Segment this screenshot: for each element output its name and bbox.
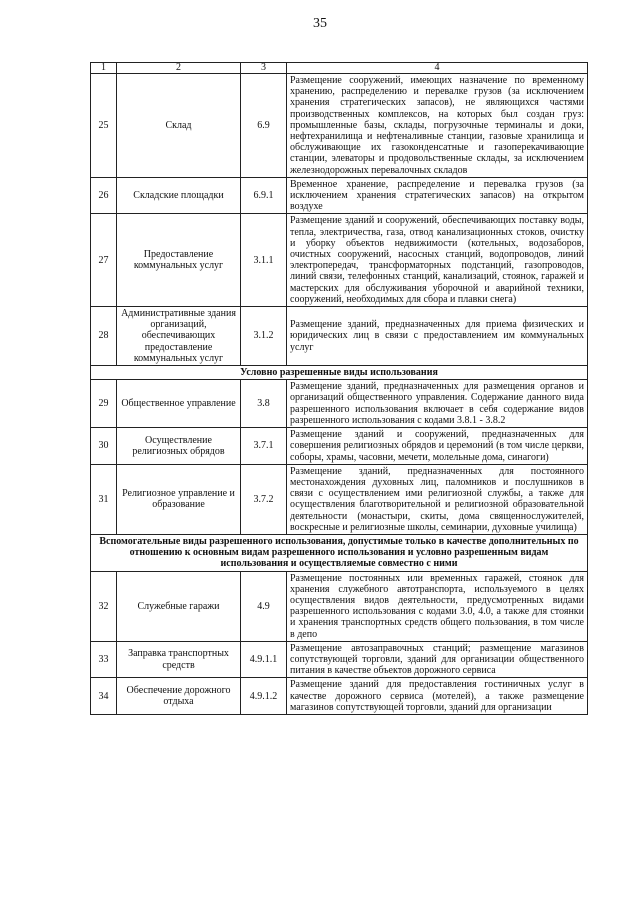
row-number: 34: [91, 678, 117, 715]
use-name: Общественное управление: [117, 380, 241, 428]
use-description: Размещение зданий и сооружений, обеспечивающих поставку воды, тепла, электричества, газа, отвод канализационных стоков, очистку и уборку объектов недвижимости (котельных, водозаборов, очистных сооружений, насосных станций, водопроводов, линий электропередач, трансформаторных подстанций, газопроводов, линий связи, телефонных станций, канализаций, стоянок, гаражей и мастерских для обслуживания уборочной и аварийной техники, сооружений, необходимых для сбора и плавки снега): [287, 214, 588, 307]
use-name: Обеспечение дорожного отдыха: [117, 678, 241, 715]
table-row: [91, 464, 588, 534]
use-code: 4.9: [241, 571, 287, 641]
table-row: [91, 307, 588, 366]
use-code: 3.7.2: [241, 464, 287, 534]
row-number: 32: [91, 571, 117, 641]
column-number: 4: [287, 63, 588, 74]
table-row: [91, 571, 588, 641]
page-number: 35: [313, 16, 327, 31]
section-header-row: [91, 534, 588, 571]
table-row: [91, 678, 588, 715]
use-name: Административные здания организаций, обеспечивающих предоставление коммунальных услуг: [117, 307, 241, 366]
row-number: 26: [91, 177, 117, 214]
use-code: 3.8: [241, 380, 287, 428]
use-code: 6.9.1: [241, 177, 287, 214]
use-description: Размещение зданий для предоставления гостиничных услуг в качестве дорожного сервиса (мотелей), а также размещение магазинов сопутствующей торговли, зданий для организации: [287, 678, 588, 715]
use-description: Размещение постоянных или временных гаражей, стоянок для хранения служебного автотранспорта, используемого в целях осуществления видов деятельности, предусмотренных видами разрешенного использования с кодами 3.0, 4.0, а также для стоянки и хранения транспортных средств общего пользования, в том числе в депо: [287, 571, 588, 641]
row-number: 33: [91, 641, 117, 678]
table-row: [91, 74, 588, 178]
table-row: [91, 214, 588, 307]
use-name: Складские площадки: [117, 177, 241, 214]
table-row: [91, 380, 588, 428]
land-use-table: [90, 62, 588, 715]
use-description: Размещение сооружений, имеющих назначение по временному хранению, распределению и перевалке грузов (за исключением хранения стратегических запасов), не являющихся частями производственных комплексов, на которых был создан груз: промышленные базы, склады, погрузочные терминалы и доки, нефтехранилища и нефтеналивные станции, газовые хранилища и обслуживающие их газоконденсатные и газоперекачивающие станции, элеваторы и продовольственные склады, за исключением железнодорожных перевалочных складов: [287, 74, 588, 178]
column-number: 3: [241, 63, 287, 74]
use-code: 3.1.1: [241, 214, 287, 307]
use-code: 3.7.1: [241, 428, 287, 465]
use-name: Предоставление коммунальных услуг: [117, 214, 241, 307]
use-code: 3.1.2: [241, 307, 287, 366]
use-description: Размещение зданий, предназначенных для размещения органов и организаций общественного управления. Содержание данного вида разрешенного использования включает в себя содержание видов разрешенного использования с кодами 3.8.1 - 3.8.2: [287, 380, 588, 428]
table-row: [91, 177, 588, 214]
use-description: Размещение автозаправочных станций; размещение магазинов сопутствующей торговли, зданий для организации общественного питания в качестве объектов дорожного сервиса: [287, 641, 588, 678]
row-number: 27: [91, 214, 117, 307]
use-code: 4.9.1.2: [241, 678, 287, 715]
table-row: [91, 428, 588, 465]
row-number: 28: [91, 307, 117, 366]
use-name: Осуществление религиозных обрядов: [117, 428, 241, 465]
column-number: 1: [91, 63, 117, 74]
row-number: 30: [91, 428, 117, 465]
column-numbers-row: [91, 63, 588, 74]
section-title: Условно разрешенные виды использования: [91, 366, 588, 380]
use-description: Размещение зданий, предназначенных для приема физических и юридических лиц в связи с предоставлением им коммунальных услуг: [287, 307, 588, 366]
use-description: Размещение зданий и сооружений, предназначенных для совершения религиозных обрядов и церемоний (в том числе церкви, соборы, храмы, часовни, мечети, молельные дома, синагоги): [287, 428, 588, 465]
use-name: Служебные гаражи: [117, 571, 241, 641]
use-code: 6.9: [241, 74, 287, 178]
use-name: Заправка транспортных средств: [117, 641, 241, 678]
use-name: Склад: [117, 74, 241, 178]
use-description: Временное хранение, распределение и перевалка грузов (за исключением хранения стратегических запасов) на открытом воздухе: [287, 177, 588, 214]
table-row: [91, 641, 588, 678]
row-number: 29: [91, 380, 117, 428]
use-description: Размещение зданий, предназначенных для постоянного местонахождения духовных лиц, паломников и послушников в связи с осуществлением ими религиозной службы, а также для осуществления благотворительной и религиозной образовательной деятельности (монастыри, скиты, дома священнослужителей, воскресные и религиозные школы, семинарии, духовные училища): [287, 464, 588, 534]
use-name: Религиозное управление и образование: [117, 464, 241, 534]
row-number: 25: [91, 74, 117, 178]
row-number: 31: [91, 464, 117, 534]
section-header-row: [91, 366, 588, 380]
column-number: 2: [117, 63, 241, 74]
use-code: 4.9.1.1: [241, 641, 287, 678]
section-title: Вспомогательные виды разрешенного использования, допустимые только в качестве дополнительных по отношению к основным видам разрешенного использования и условно разрешенным видам использования и осуществляемые совместно с ними: [91, 534, 588, 571]
